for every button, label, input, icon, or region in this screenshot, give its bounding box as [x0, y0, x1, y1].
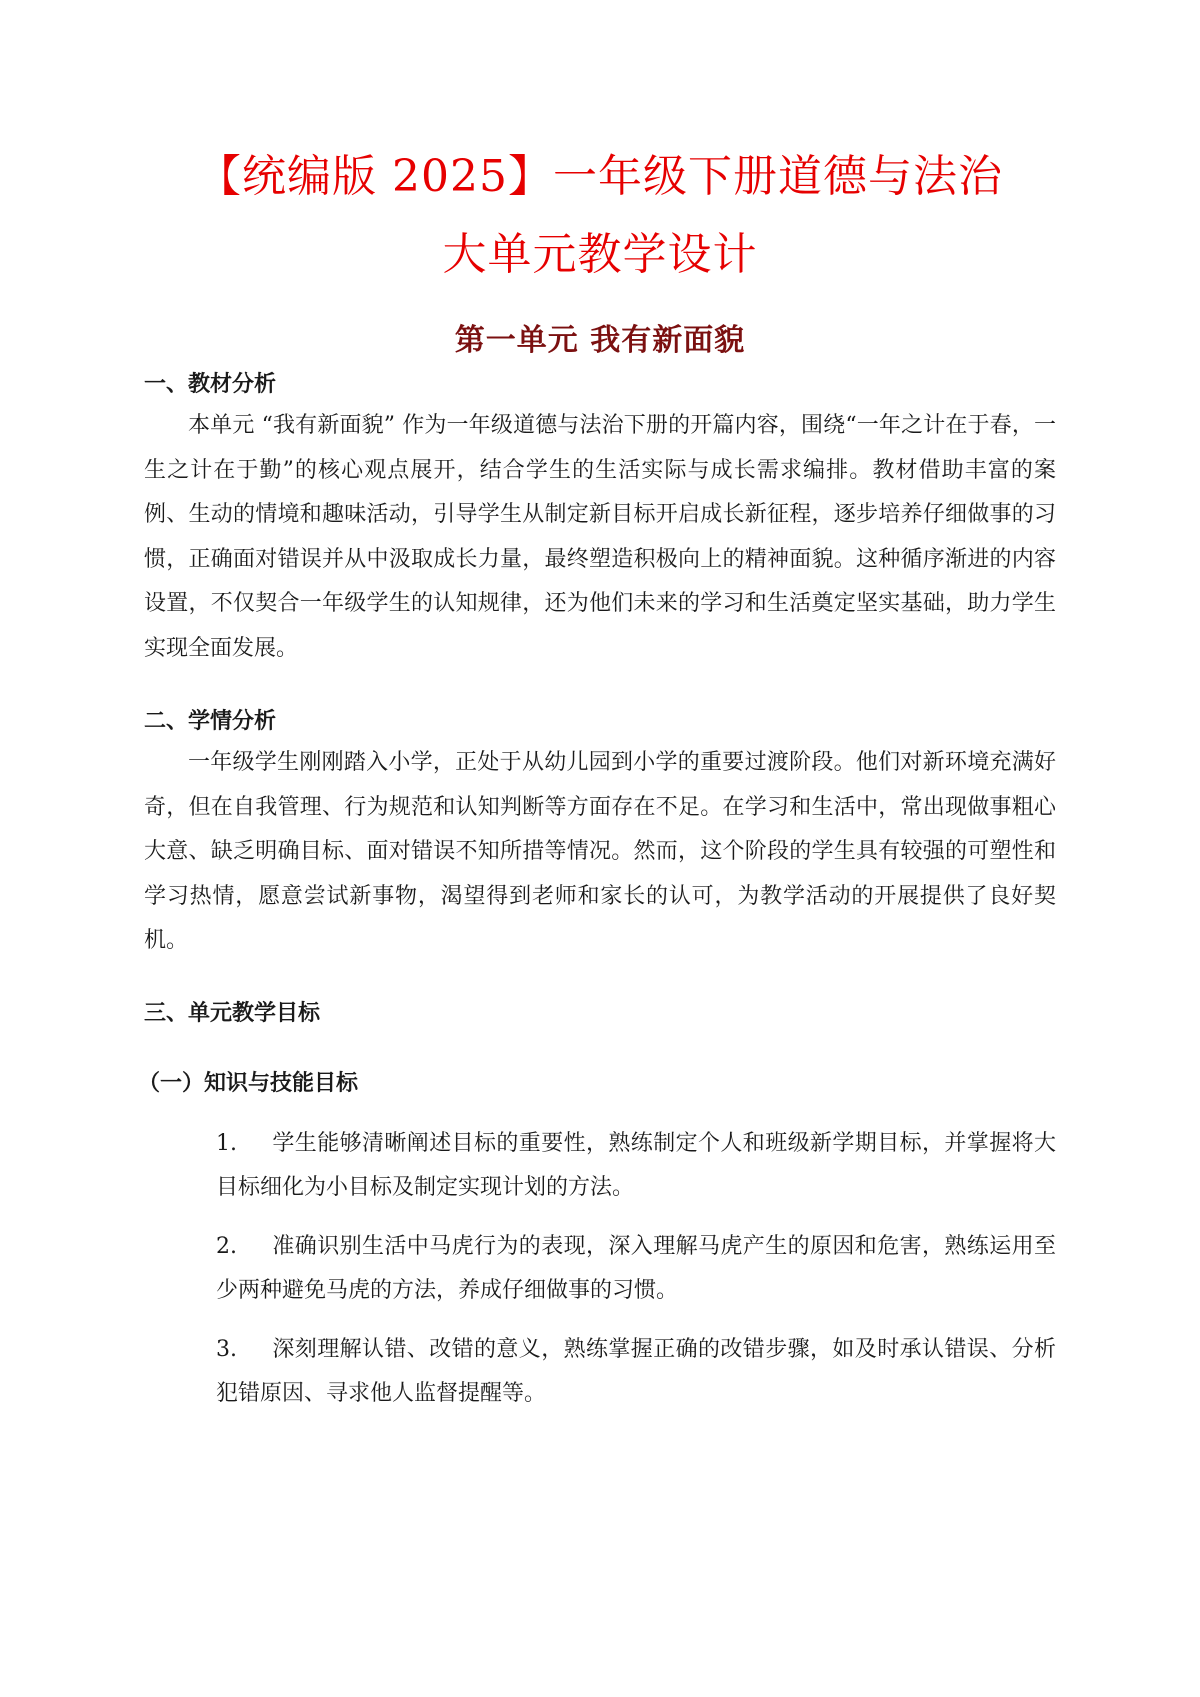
section-body-student-analysis: 一年级学生刚刚踏入小学，正处于从幼儿园到小学的重要过渡阶段。他们对新环境充满好奇，但在自我管理、行为规范和认知判断等方面存在不足。在学习和生活中，常出现做事粗心大意、缺乏明确目标、面对错误不知所措等情况。然而，这个阶段的学生具有较强的可塑性和学习热情，愿意尝试新事物，渴望得到老师和家长的认可，为教学活动的开展提供了良好契机。 — [144, 750, 1056, 953]
list-item — [216, 1328, 1056, 1416]
sub-heading-knowledge-skills: （一）知识与技能目标 — [138, 1071, 359, 1096]
list-item-number: 1. — [216, 1131, 237, 1156]
list-item — [216, 1225, 1056, 1313]
list-item-text: 准确识别生活中马虎行为的表现，深入理解马虎产生的原因和危害，熟练运用至少两种避免马虎的方法，养成仔细做事的习惯。 — [216, 1234, 1056, 1303]
objectives-list — [216, 1122, 1056, 1431]
document-title-line2: 大单元教学设计 — [442, 229, 758, 280]
list-item — [216, 1122, 1056, 1210]
list-item-text: 学生能够清晰阐述目标的重要性，熟练制定个人和班级新学期目标，并掌握将大目标细化为小目标及制定实现计划的方法。 — [216, 1131, 1056, 1200]
document-title-line1: 【统编版 2025】一年级下册道德与法治 — [197, 151, 1003, 202]
section-body-textbook-analysis: 本单元 “我有新面貌” 作为一年级道德与法治下册的开篇内容，围绕“一年之计在于春，一生之计在于勤”的核心观点展开，结合学生的生活实际与成长需求编排。教材借助丰富的案例、生动的情境和趣味活动，引导学生从制定新目标开启成长新征程，逐步培养仔细做事的习惯，正确面对错误并从中汲取成长力量，最终塑造积极向上的精神面貌。这种循序渐进的内容设置，不仅契合一年级学生的认知规律，还为他们未来的学习和生活奠定坚实基础，助力学生实现全面发展。 — [144, 413, 1057, 661]
section-heading-unit-objectives: 三、单元教学目标 — [144, 1001, 321, 1026]
section-heading-student-analysis: 二、学情分析 — [144, 709, 277, 734]
list-item-number: 2. — [216, 1234, 237, 1259]
unit-title: 第一单元 我有新面貌 — [454, 323, 746, 358]
list-item-text: 深刻理解认错、改错的意义，熟练掌握正确的改错步骤，如及时承认错误、分析犯错原因、寻求他人监督提醒等。 — [216, 1337, 1056, 1406]
list-item-number: 3. — [216, 1337, 237, 1362]
section-heading-textbook-analysis: 一、教材分析 — [144, 372, 277, 397]
